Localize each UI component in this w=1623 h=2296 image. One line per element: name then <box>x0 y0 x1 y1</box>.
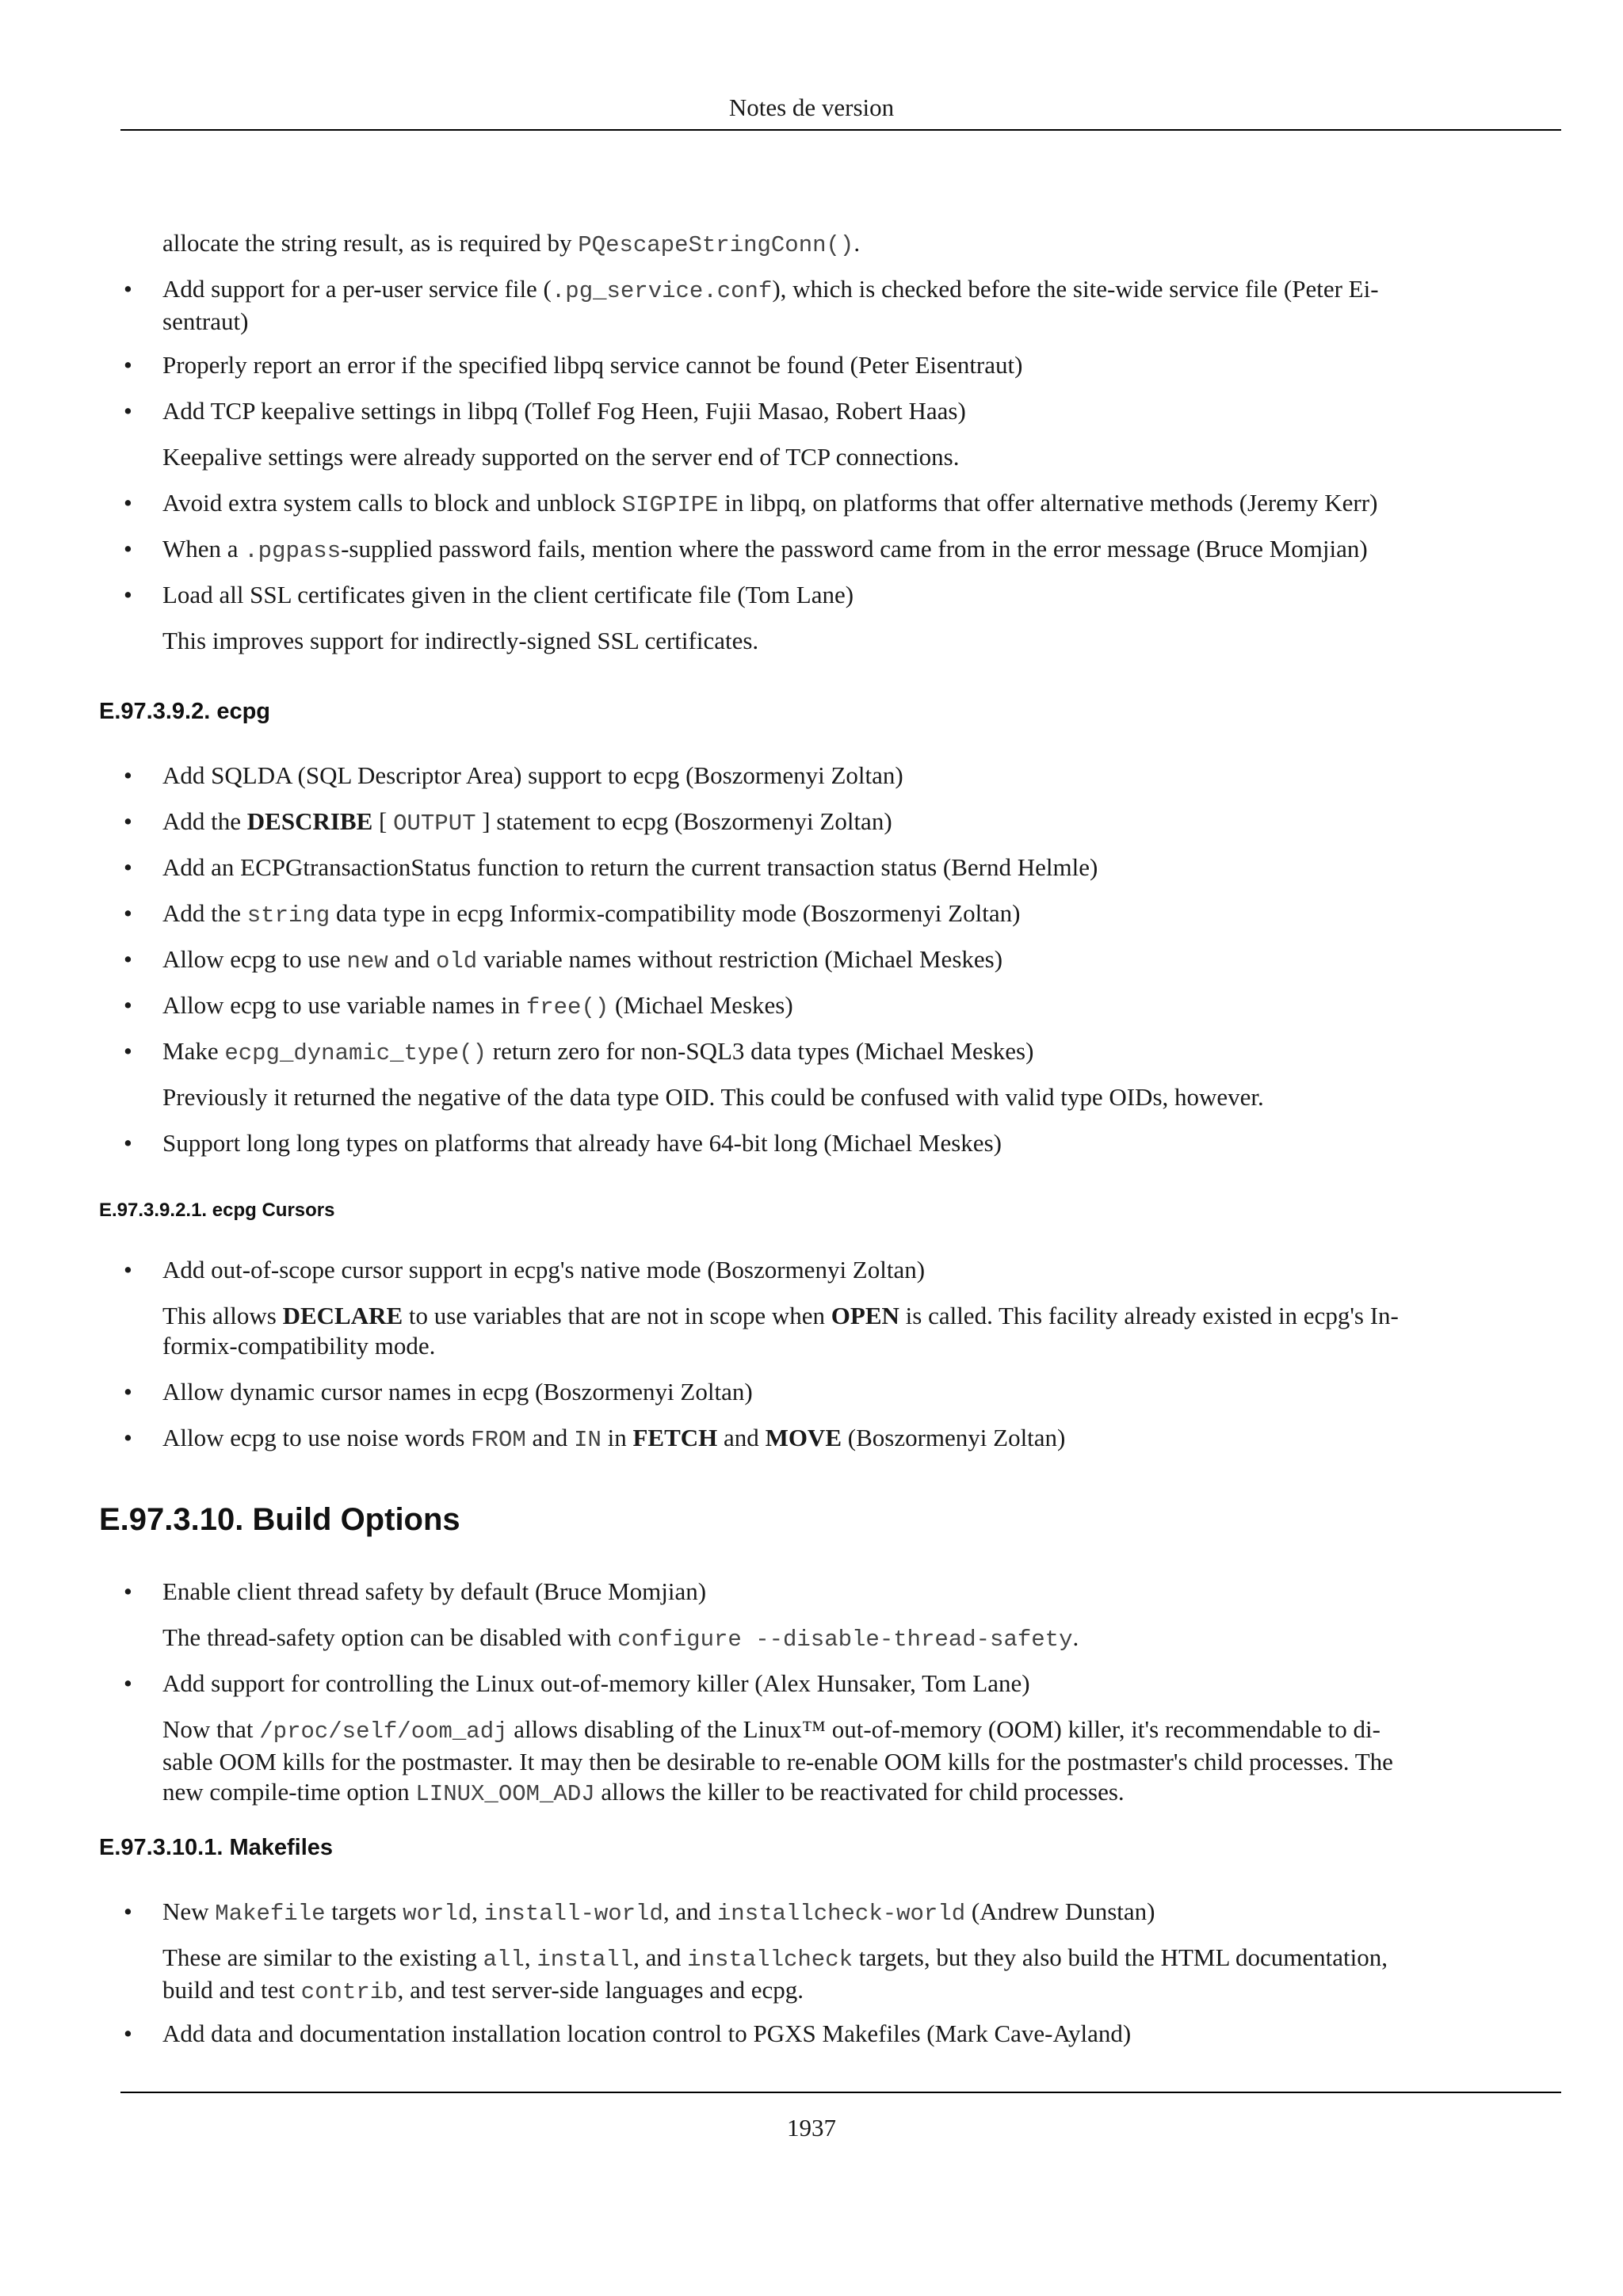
text: When a <box>162 535 245 563</box>
code: OUTPUT <box>393 810 476 837</box>
code: all <box>483 1947 525 1973</box>
continuation-paragraph <box>162 228 1557 261</box>
section-heading-ecpg-cursors: E.97.3.9.2.1. ecpg Cursors <box>99 1199 335 1221</box>
list-item-note <box>162 1943 1557 2008</box>
list-item: Allow dynamic cursor names in ecpg (Boszormenyi Zoltan) <box>162 1378 753 1405</box>
list-item <box>162 1423 1557 1455</box>
text: to use variables that are not in scope when <box>403 1302 831 1329</box>
code: contrib <box>300 1979 398 2005</box>
code: FROM <box>471 1427 526 1453</box>
bullet: • <box>124 1897 132 1925</box>
list-item: Add SQLDA (SQL Descriptor Area) support to ecpg (Boszormenyi Zoltan) <box>162 761 903 789</box>
bullet: • <box>124 1378 132 1405</box>
list-item-note <box>162 1623 1557 1655</box>
list-item: Enable client thread safety by default (Bruce Momjian) <box>162 1577 707 1605</box>
text: Add support for a per-user service file ( <box>162 275 552 303</box>
code: world <box>403 1901 472 1927</box>
list-item <box>162 534 1557 566</box>
code: ecpg_dynamic_type() <box>224 1040 487 1066</box>
list-item <box>162 990 1557 1023</box>
bullet: • <box>124 991 132 1019</box>
list-item: Add out-of-scope cursor support in ecpg's native mode (Boszormenyi Zoltan) <box>162 1256 926 1283</box>
code: old <box>435 948 478 974</box>
text: and <box>388 945 436 973</box>
text: allocate the string result, as is required by <box>162 229 579 257</box>
list-item: Add an ECPGtransactionStatus function to return the current transaction status (Bernd Helmle) <box>162 853 1098 881</box>
text: , and <box>663 1897 717 1925</box>
text: Avoid extra system calls to block and unblock <box>162 489 622 517</box>
bullet: • <box>124 853 132 881</box>
list-item: Load all SSL certificates given in the client certificate file (Tom Lane) <box>162 581 854 608</box>
page-number: 1937 <box>787 2114 836 2142</box>
code: Makefile <box>215 1901 326 1927</box>
text: , <box>524 1943 537 1971</box>
code: .pg_service.conf <box>551 278 773 304</box>
text: new compile-time option <box>162 1778 416 1806</box>
list-item <box>162 898 1557 931</box>
code: LINUX_OOM_ADJ <box>415 1781 595 1807</box>
bold-term: FETCH <box>632 1424 718 1451</box>
text: Allow ecpg to use noise words <box>162 1424 472 1451</box>
list-item <box>162 1897 1557 1929</box>
text: . <box>854 229 861 257</box>
bullet: • <box>124 1037 132 1065</box>
list-item: Properly report an error if the specified libpq service cannot be found (Peter Eisentraut) <box>162 351 1023 379</box>
text: and <box>525 1424 575 1451</box>
text: Add the <box>162 807 247 835</box>
text: (Boszormenyi Zoltan) <box>842 1424 1066 1451</box>
text: Allow ecpg to use variable names in <box>162 991 526 1019</box>
list-item-note <box>162 1714 1557 1810</box>
bullet: • <box>124 397 132 425</box>
list-item <box>162 944 1557 977</box>
footer-rule <box>120 2092 1561 2093</box>
text: build and test <box>162 1976 301 2004</box>
section-heading-ecpg: E.97.3.9.2. ecpg <box>99 699 271 724</box>
text: Add the <box>162 899 247 927</box>
bullet: • <box>124 807 132 835</box>
bullet: • <box>124 899 132 927</box>
code: .pgpass <box>244 538 342 564</box>
list-item-note: This improves support for indirectly-signed SSL certificates. <box>162 627 759 654</box>
text: allows the killer to be reactivated for child processes. <box>594 1778 1125 1806</box>
code: install <box>537 1947 634 1973</box>
text: is called. This facility already existed in ecpg's In- <box>899 1302 1399 1329</box>
text: in <box>601 1424 633 1451</box>
text: sentraut) <box>162 307 249 335</box>
text: , <box>472 1897 484 1925</box>
text: targets, but they also build the HTML documentation, <box>853 1943 1388 1971</box>
text: formix-compatibility mode. <box>162 1332 436 1360</box>
code: IN <box>574 1427 601 1453</box>
bold-term: MOVE <box>765 1424 842 1451</box>
list-item <box>162 1036 1557 1069</box>
code: free() <box>525 994 609 1020</box>
header-rule <box>120 129 1561 131</box>
text: variable names without restriction (Michael Meskes) <box>477 945 1003 973</box>
text: ] statement to ecpg (Boszormenyi Zoltan) <box>475 807 892 835</box>
code: installcheck-world <box>716 1901 966 1927</box>
code: PQescapeStringConn() <box>578 232 854 258</box>
list-item <box>162 807 1557 839</box>
text: (Andrew Dunstan) <box>965 1897 1155 1925</box>
code: /proc/self/oom_adj <box>259 1718 508 1745</box>
text: allows disabling of the Linux™ out-of-memory (OOM) killer, it's recommendable to di- <box>507 1715 1381 1743</box>
list-item-note: Keepalive settings were already supported on the server end of TCP connections. <box>162 443 960 471</box>
bullet: • <box>124 1424 132 1451</box>
text: targets <box>325 1897 403 1925</box>
bullet: • <box>124 1256 132 1283</box>
text: . <box>1072 1623 1079 1651</box>
text: The thread-safety option can be disabled with <box>162 1623 618 1651</box>
list-item-note <box>162 1301 1557 1361</box>
text: return zero for non-SQL3 data types (Michael Meskes) <box>487 1037 1034 1065</box>
bullet: • <box>124 945 132 973</box>
code: string <box>246 902 330 929</box>
bullet: • <box>124 489 132 517</box>
bullet: • <box>124 535 132 563</box>
text: ), which is checked before the site-wide service file (Peter Ei- <box>772 275 1379 303</box>
text: New <box>162 1897 216 1925</box>
bold-term: OPEN <box>831 1302 899 1329</box>
list-item <box>162 488 1557 521</box>
section-heading-build-options: E.97.3.10. Build Options <box>99 1502 460 1537</box>
bullet: • <box>124 1669 132 1697</box>
text: Allow ecpg to use <box>162 945 347 973</box>
text: -supplied password fails, mention where the password came from in the error message (Bruce Momjian) <box>341 535 1368 563</box>
bold-term: DECLARE <box>282 1302 403 1329</box>
list-item: Add support for controlling the Linux out-of-memory killer (Alex Hunsaker, Tom Lane) <box>162 1669 1030 1697</box>
text: , and test server-side languages and ecpg. <box>397 1976 804 2004</box>
code: SIGPIPE <box>621 492 719 518</box>
text: [ <box>372 807 394 835</box>
text: These are similar to the existing <box>162 1943 483 1971</box>
bullet: • <box>124 2019 132 2047</box>
bullet: • <box>124 1129 132 1157</box>
list-item-note: Previously it returned the negative of the data type OID. This could be confused with valid type OIDs, however. <box>162 1083 1264 1111</box>
bullet: • <box>124 275 132 303</box>
text: This allows <box>162 1302 283 1329</box>
text: , and <box>633 1943 688 1971</box>
text: Now that <box>162 1715 260 1743</box>
text: data type in ecpg Informix-compatibility mode (Boszormenyi Zoltan) <box>330 899 1021 927</box>
code: installcheck <box>687 1947 854 1973</box>
bold-term: DESCRIBE <box>246 807 373 835</box>
bullet: • <box>124 581 132 608</box>
text: Make <box>162 1037 225 1065</box>
code: configure --disable-thread-safety <box>617 1627 1073 1653</box>
bullet: • <box>124 761 132 789</box>
list-item: Add TCP keepalive settings in libpq (Tollef Fog Heen, Fujii Masao, Robert Haas) <box>162 397 966 425</box>
text: and <box>717 1424 766 1451</box>
bullet: • <box>124 351 132 379</box>
code: new <box>346 948 388 974</box>
list-item <box>162 274 1557 337</box>
text: (Michael Meskes) <box>609 991 793 1019</box>
section-heading-makefiles: E.97.3.10.1. Makefiles <box>99 1835 334 1860</box>
bullet: • <box>124 1577 132 1605</box>
text: sable OOM kills for the postmaster. It may then be desirable to re-enable OOM kills for the postmaster's child processes. The <box>162 1748 1393 1775</box>
list-item: Add data and documentation installation location control to PGXS Makefiles (Mark Cave-Ayland) <box>162 2019 1132 2047</box>
code: install-world <box>483 1901 663 1927</box>
text: in libpq, on platforms that offer alternative methods (Jeremy Kerr) <box>718 489 1378 517</box>
list-item: Support long long types on platforms that already have 64-bit long (Michael Meskes) <box>162 1129 1002 1157</box>
running-header: Notes de version <box>728 93 895 121</box>
